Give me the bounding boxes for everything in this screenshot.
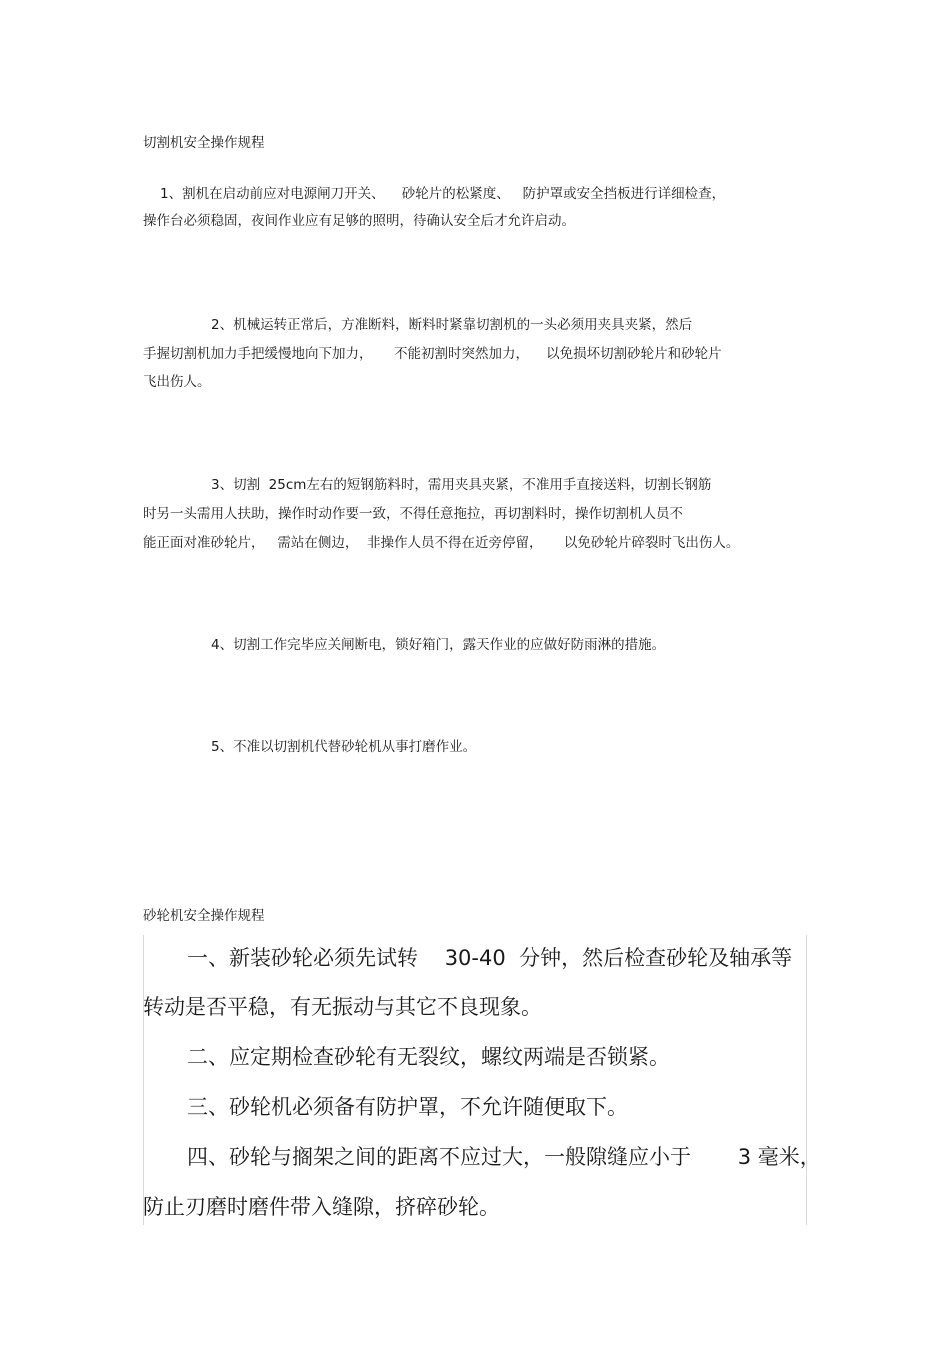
s2-item4-line1: 四、砂轮与搁架之间的距离不应过大，一般隙缝应小于 3 毫米， <box>187 1145 821 1169</box>
s1-item3-line3: 能正面对准砂轮片， 需站在侧边， 非操作人员不得在近旁停留， 以免砂轮片碎裂时飞出伤人。 <box>143 535 740 551</box>
section1-title: 切割机安全操作规程 <box>143 135 265 151</box>
table-right-border <box>806 935 807 1225</box>
s1-item1-line2: 操作台必须稳固，夜间作业应有足够的照明，待确认安全后才允许启动。 <box>143 213 575 229</box>
table-left-border <box>143 935 144 1225</box>
s1-item4: 4、切割工作完毕应关闸断电，锁好箱门，露天作业的应做好防雨淋的措施。 <box>211 637 666 653</box>
s1-item5: 5、不准以切割机代替砂轮机从事打磨作业。 <box>211 739 477 755</box>
s1-item3-line1: 3、切割 25cm左右的短钢筋料时，需用夹具夹紧，不准用手直接送料，切割长钢筋 <box>211 477 712 493</box>
s1-item3-line2: 时另一头需用人扶助，操作时动作要一致，不得任意拖拉，再切割料时，操作切割机人员不 <box>143 506 683 522</box>
s2-item2: 二、应定期检查砂轮有无裂纹，螺纹两端是否锁紧。 <box>187 1045 670 1069</box>
s2-item4-line2: 防止刃磨时磨件带入缝隙，挤碎砂轮。 <box>143 1195 500 1219</box>
section2-title: 砂轮机安全操作规程 <box>143 908 265 924</box>
s1-item2-line2: 手握切割机加力手把缓慢地向下加力， 不能初割时突然加力， 以免损坏切割砂轮片和砂轮片 <box>143 346 722 362</box>
s2-item1-line2: 转动是否平稳，有无振动与其它不良现象。 <box>143 995 542 1019</box>
s1-item2-line3: 飞出伤人。 <box>143 374 211 390</box>
s1-item1-line1: 1、割机在启动前应对电源闸刀开关、 砂轮片的松紧度、 防护罩或安全挡板进行详细检查， <box>160 186 726 202</box>
s2-item1-line1: 一、新装砂轮必须先试转 30-40 分钟，然后检查砂轮及轴承等 <box>187 946 793 970</box>
s1-item2-line1: 2、机械运转正常后，方准断料，断料时紧靠切割机的一头必须用夹具夹紧，然后 <box>211 317 693 333</box>
s2-item3: 三、砂轮机必须备有防护罩，不允许随便取下。 <box>187 1095 628 1119</box>
